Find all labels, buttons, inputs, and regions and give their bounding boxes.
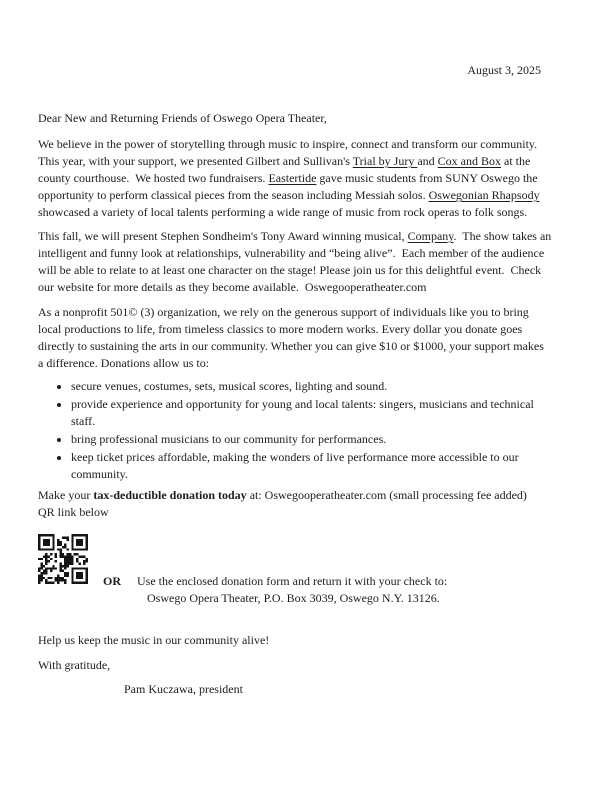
closing-help-line: Help us keep the music in our community alive! <box>38 633 270 647</box>
text-line: directly to sustaining the arts in our community. Whether you can give $10 or $1000, your support makes <box>38 339 544 353</box>
list-item <box>71 378 576 395</box>
text-line: county courthouse. We hosted two fundraisers. Eastertide gave music students from SUNY Oswego the <box>38 171 538 185</box>
text-line: our website for more details as they become available. Oswegooperatheater.com <box>38 280 427 294</box>
mail-instruction-line: Use the enclosed donation form and return it with your check to: <box>137 574 448 588</box>
text-line: This year, with your support, we presented Gilbert and Sullivan's Trial by Jury and Cox and Box at the <box>38 154 531 168</box>
text-line: showcased a variety of local talents performing a wide range of music from rock operas to folk songs. <box>38 205 528 219</box>
text-line: Make your tax-deductible donation today at: Oswegooperatheater.com (small processing fee added) <box>38 488 527 502</box>
signature-name: Pam Kuczawa, president <box>124 682 243 696</box>
list-item <box>71 431 576 448</box>
donation-uses-list <box>38 378 576 483</box>
text-line: staff. <box>71 414 96 428</box>
text-line: • keep ticket prices affordable, making the wonders of live performance more accessible to our <box>71 450 519 464</box>
salutation: Dear New and Returning Friends of Oswego Opera Theater, <box>38 111 327 125</box>
or-label: OR <box>103 574 121 588</box>
text-line: • provide experience and opportunity for young and local talents: singers, musicians and technical <box>71 397 534 411</box>
text-line: intelligent and funny look at relationships, vulnerability and “being alive”. Each member of the audience <box>38 246 545 260</box>
text-line: This fall, we will present Stephen Sondheim's Tony Award winning musical, Company. The show takes an <box>38 229 552 243</box>
list-item <box>71 396 576 430</box>
text-line: community. <box>71 467 128 481</box>
donation-qr-code-icon <box>38 534 88 584</box>
paragraph-nonprofit-appeal <box>38 304 576 372</box>
text-line: QR link below <box>38 505 109 519</box>
paragraph-season-recap <box>38 136 576 221</box>
text-line: As a nonprofit 501© (3) organization, we rely on the generous support of individuals like you to bring <box>38 305 529 319</box>
paragraph-fall-show <box>38 228 576 296</box>
text-line: a difference. Donations allow us to: <box>38 356 210 370</box>
paragraph-donate-cta <box>38 487 576 521</box>
mail-in-instructions <box>137 573 447 607</box>
text-line: • secure venues, costumes, sets, musical scores, lighting and sound. <box>71 379 388 393</box>
text-line: • bring professional musicians to our community for performances. <box>71 432 387 446</box>
letter-date: August 3, 2025 <box>467 63 541 77</box>
list-item <box>71 449 576 483</box>
closing-gratitude: With gratitude, <box>38 658 111 672</box>
text-line: local productions to life, from timeless classics to more modern works. Every dollar you donate goes <box>38 322 523 336</box>
text-line: opportunity to perform classical pieces from the season including Messiah solos. Oswegonian Rhapsody <box>38 188 540 202</box>
qr-section <box>38 534 576 604</box>
mail-address-line: Oswego Opera Theater, P.O. Box 3039, Oswego N.Y. 13126. <box>147 591 440 605</box>
text-line: We believe in the power of storytelling through music to inspire, connect and transform our community. <box>38 137 538 151</box>
text-line: will be able to relate to at least one character on the stage! Please join us for this delightful event. Check <box>38 263 542 277</box>
